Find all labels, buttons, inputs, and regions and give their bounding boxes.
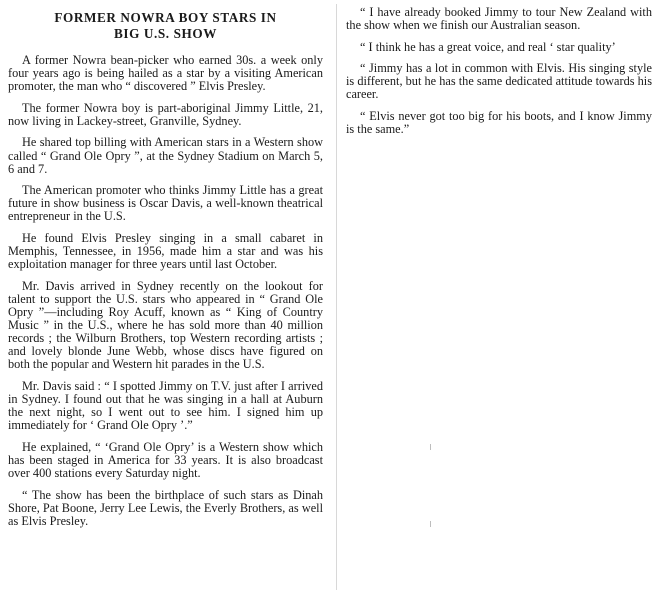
left-column: [8, 0, 323, 536]
article-body-left: [8, 54, 323, 528]
paragraph: “ Jimmy has a lot in common with Elvis. His singing style is different, but he has the same dedicated attitude towards his career.: [346, 61, 652, 102]
paragraph: The American promoter who thinks Jimmy Little has a great future in show business is Oscar Davis, a well-known theatrical entrepreneur in the U.S.: [8, 183, 323, 224]
paragraph: He shared top billing with American stars in a Western show called “ Grand Ole Opry ”, at the Sydney Stadium on March 5, 6 and 7.: [8, 135, 323, 176]
right-column: [346, 6, 652, 145]
paragraph: He found Elvis Presley singing in a small cabaret in Memphis, Tennessee, in 1956, made him a star and was his exploitation manager for three years until last October.: [8, 231, 323, 272]
paragraph: “ Elvis never got too big for his boots, and I know Jimmy is the same.”: [346, 109, 652, 137]
paragraph: Mr. Davis arrived in Sydney recently on the lookout for talent to support the U.S. stars who appeared in “ Grand Ole Opry ”—including Roy Acuff, known as “ King of Country Music ” in the U.S., where he has sold more than 40 million records ; the Wilburn Brothers, top Western recording artists ; and lovely blonde June Webb, whose discs have figured on both the popular and Western hit parades in the U.S.: [8, 278, 323, 372]
paper-speck: [430, 521, 431, 527]
column-divider: [336, 4, 337, 590]
headline-line-2: BIG U.S. SHOW: [113, 26, 218, 41]
paragraph: Mr. Davis said : “ I spotted Jimmy on T.V. just after I arrived in Sydney. I found out that he was singing in a hall at Auburn the next night, so I went out to see him. I signed him up immediately for ‘ Grand Ole Opry ’.”: [8, 378, 323, 433]
paragraph: “ The show has been the birthplace of such stars as Dinah Shore, Pat Boone, Jerry Lee Lewis, the Everly Brothers, as well as Elvis Presley.: [8, 487, 323, 528]
paragraph: “ I have already booked Jimmy to tour New Zealand with the show when we finish our Australian season.: [346, 5, 652, 33]
paper-speck: [430, 444, 431, 450]
headline-line-1: FORMER NOWRA BOY STARS IN: [54, 10, 277, 25]
paragraph: The former Nowra boy is part-aboriginal Jimmy Little, 21, now living in Lackey-street, Granville, Sydney.: [8, 100, 323, 128]
paragraph: “ I think he has a great voice, and real ‘ star quality’: [360, 39, 616, 54]
paragraph: He explained, “ ‘Grand Ole Opry’ is a Western show which has been staged in America for 33 years. It is also broadcast over 400 stations every Saturday night.: [8, 439, 323, 481]
paragraph: A former Nowra bean-picker who earned 30s. a week only four years ago is being hailed as a star by a visiting American promoter, the man who “ discovered ” Elvis Presley.: [8, 53, 323, 94]
headline: [8, 10, 323, 42]
